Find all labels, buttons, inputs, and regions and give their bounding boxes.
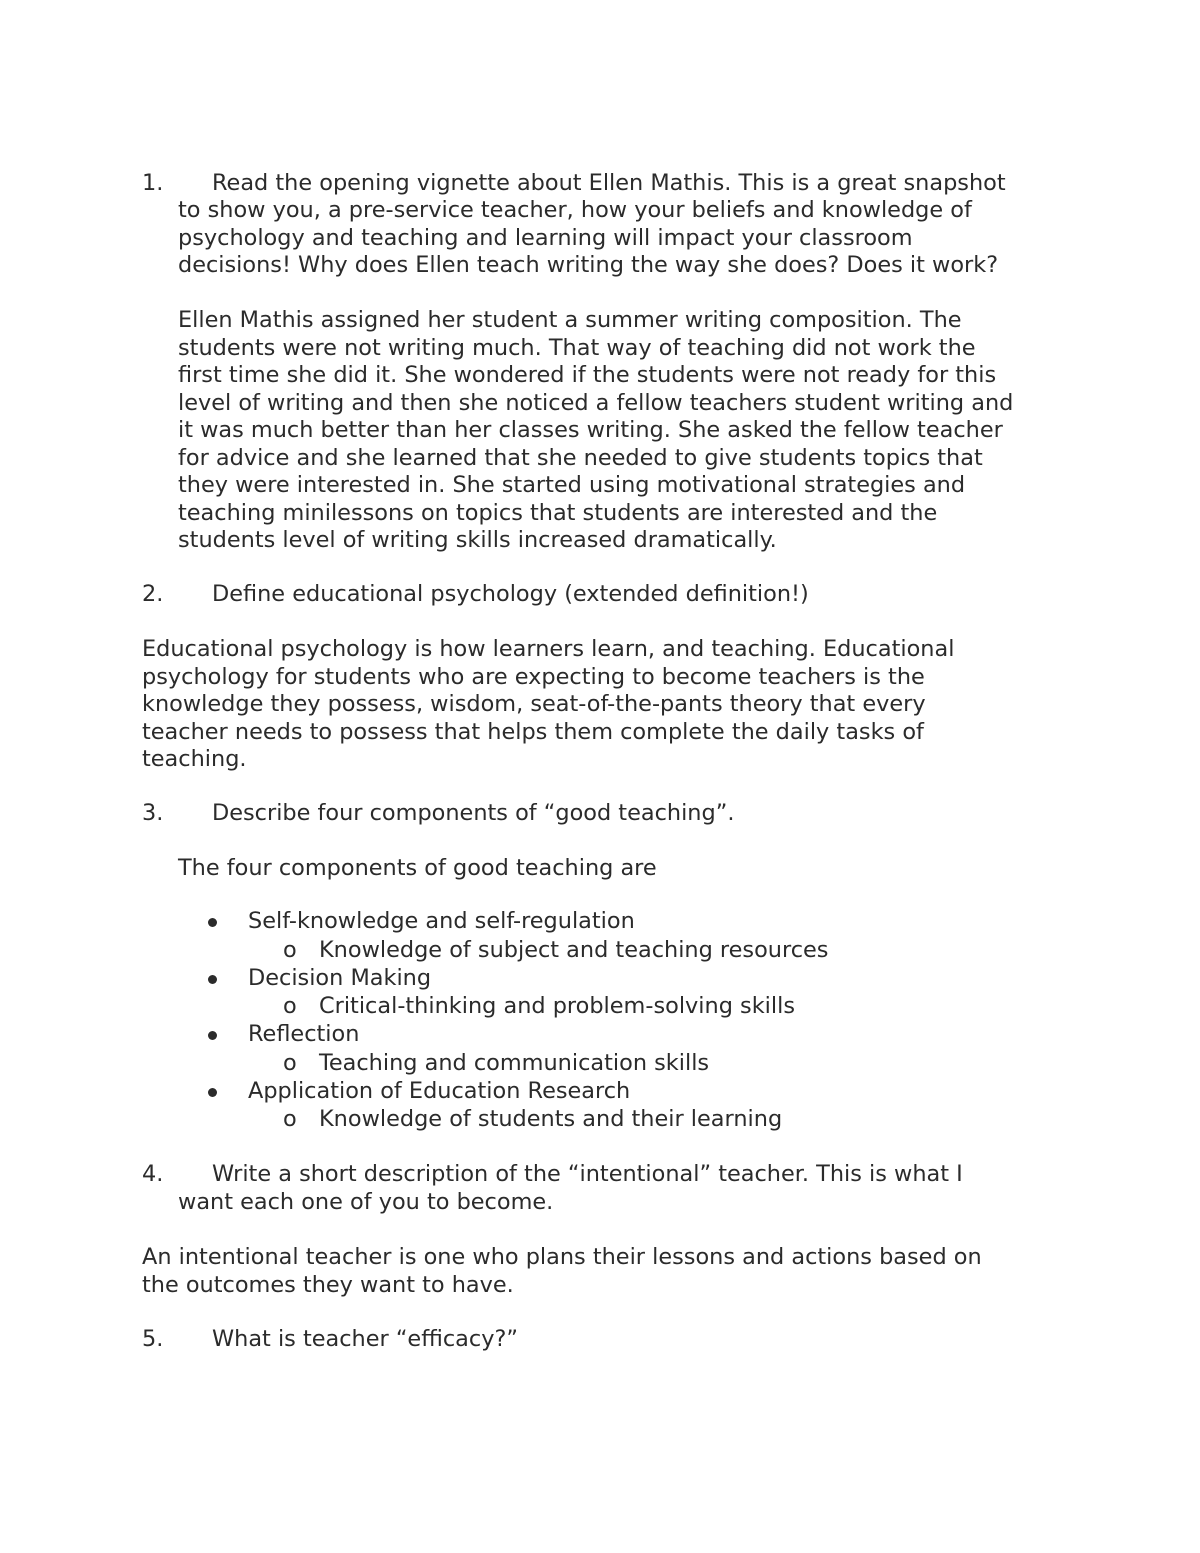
bullet-icon (208, 975, 217, 984)
question-number: 4. (142, 1161, 164, 1187)
question-text-continued: to show you, a pre-service teacher, how your beliefs and knowledge of psychology and teaching and learning will impact your classroom decisions! Why does Ellen teach writing the way she does? Does it work? (178, 197, 999, 278)
question-text-continued: want each one of you to become. (178, 1189, 554, 1215)
answer-paragraph: An intentional teacher is one who plans their lessons and actions based on the outcomes they want to have. (142, 1244, 982, 1298)
sub-bullet-icon: o (283, 1106, 297, 1132)
sub-list-item-text: Knowledge of subject and teaching resources (319, 937, 829, 963)
answer-paragraph: Educational psychology is how learners learn, and teaching. Educational psychology for students who are expecting to become teachers is the knowledge they possess, wisdom, seat-of-the-pants theory that every teacher needs to possess that helps them complete the daily tasks of teaching. (142, 636, 955, 772)
sub-list-item-text: Knowledge of students and their learning (319, 1106, 783, 1132)
sub-list-item-text: Teaching and communication skills (319, 1050, 710, 1076)
bullet-icon (208, 1031, 217, 1040)
sub-bullet-icon: o (283, 1050, 297, 1076)
answer-paragraph: Ellen Mathis assigned her student a summer writing composition. The students were not writing much. That way of teaching did not work the first time she did it. She wondered if the students were not ready for this level of writing and then she noticed a fellow teachers student writing and it was much better than her classes writing. She asked the fellow teacher for advice and she learned that she needed to give students topics that they were interested in. She started using motivational strategies and teaching minilessons on topics that students are interested and the students level of writing skills increased dramatically. (178, 307, 1014, 553)
answer-intro: The four components of good teaching are (178, 855, 657, 881)
question-text: Write a short description of the “intentional” teacher. This is what I (212, 1161, 963, 1187)
bullet-icon (208, 918, 217, 927)
question-number: 3. (142, 800, 164, 826)
sub-list-item-text: Critical-thinking and problem-solving skills (319, 993, 795, 1019)
list-item-text: Decision Making (248, 965, 432, 991)
question-text: Describe four components of “good teaching”. (212, 800, 735, 826)
sub-bullet-icon: o (283, 937, 297, 963)
list-item-text: Reflection (248, 1021, 360, 1047)
sub-bullet-icon: o (283, 993, 297, 1019)
question-text: Define educational psychology (extended definition!) (212, 581, 809, 607)
question-number: 5. (142, 1326, 164, 1352)
question-text: What is teacher “efficacy?” (212, 1326, 518, 1352)
question-number: 2. (142, 581, 164, 607)
question-text: Read the opening vignette about Ellen Mathis. This is a great snapshot (212, 170, 1006, 196)
list-item-text: Self-knowledge and self-regulation (248, 908, 635, 934)
question-number: 1. (142, 170, 164, 196)
bullet-icon (208, 1088, 217, 1097)
list-item-text: Application of Education Research (248, 1078, 631, 1104)
